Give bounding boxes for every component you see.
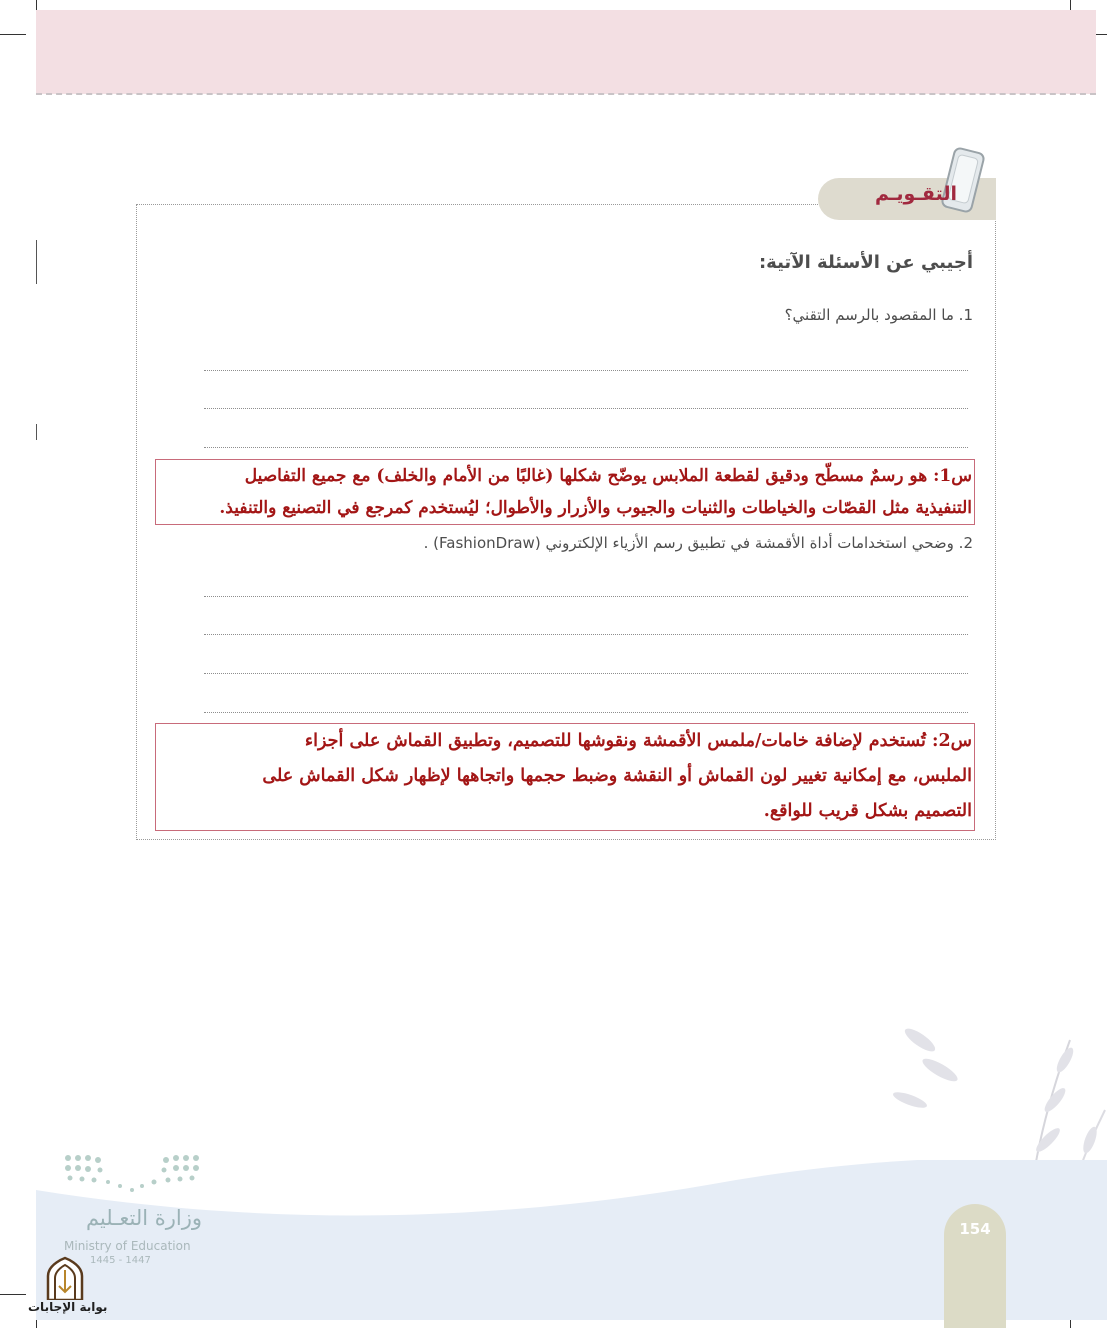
question-1: 1. ما المقصود بالرسم التقني؟ — [784, 306, 973, 324]
ministry-name-ar: وزارة التعـليم — [85, 1206, 202, 1230]
section-heading: التقـويـم — [874, 183, 957, 205]
header-band — [36, 10, 1096, 94]
answer-2-line-1: س2: تُستخدم لإضافة خامات/ملمس الأقمشة ونقوشها للتصميم، وتطبيق القماش على أجزاء — [304, 731, 972, 751]
header-divider — [36, 93, 1096, 95]
answer-line — [204, 634, 968, 635]
answer-1-line-2: التنفيذية مثل القصّات والخياطات والثنيات والجيوب والأزرار والأطوال؛ ليُستخدم كمرجع في التصنيع والتنفيذ. — [219, 498, 972, 518]
crop-mark — [0, 1294, 26, 1295]
answer-1-line-1: س1: هو رسمٌ مسطّح ودقيق لقطعة الملابس يوضّح شكلها (غالبًا من الأمام والخلف) مع جميع التفاصيل — [244, 466, 972, 486]
margin-mark — [36, 424, 37, 440]
answer-line — [204, 370, 968, 371]
answer-line — [204, 596, 968, 597]
portal-name: بوابة الإجابات — [28, 1300, 108, 1314]
answer-box-2 — [155, 723, 975, 831]
instruction-text: أجيبي عن الأسئلة الآتية: — [758, 252, 973, 273]
answer-2-line-3: التصميم بشكل قريب للواقع. — [763, 801, 972, 821]
answer-line — [204, 673, 968, 674]
margin-mark — [36, 240, 37, 284]
answer-box-1 — [155, 459, 975, 525]
answer-2-line-2: الملبس، مع إمكانية تغيير لون القماش أو النقشة وضبط حجمها واتجاهها لإظهار شكل القماش على — [262, 766, 972, 786]
ministry-logo-icon — [62, 1152, 202, 1202]
page-number: 154 — [959, 1220, 991, 1238]
ministry-name-en: Ministry of Education — [64, 1239, 191, 1253]
answer-line — [204, 712, 968, 713]
ministry-years: 1445 - 1447 — [90, 1255, 151, 1266]
question-2: 2. وضحي استخدامات أداة الأقمشة في تطبيق رسم الأزياء الإلكتروني (FashionDraw) . — [423, 534, 973, 552]
answer-line — [204, 408, 968, 409]
crop-mark — [0, 34, 26, 35]
answer-line — [204, 447, 968, 448]
portal-logo-icon — [44, 1256, 86, 1300]
